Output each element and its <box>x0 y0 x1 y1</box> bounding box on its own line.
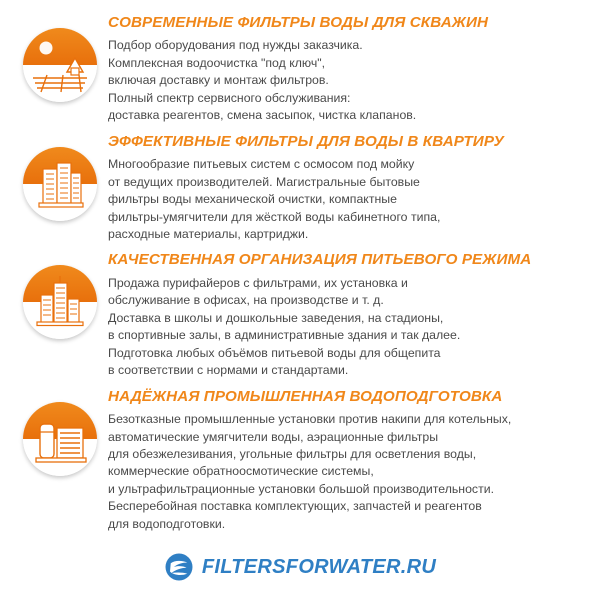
section-block <box>12 14 588 125</box>
section-text-container <box>108 133 588 244</box>
section-body <box>108 411 582 533</box>
section-heading: КАЧЕСТВЕННАЯ ОРГАНИЗАЦИЯ ПИТЬЕВОГО РЕЖИМА <box>108 251 532 269</box>
body-line: доставка реагентов, смена засыпок, чистка клапанов. <box>108 108 417 123</box>
section-icon-container <box>12 14 108 102</box>
office-towers-icon <box>23 265 97 339</box>
section-icon-container <box>12 251 108 339</box>
apartment-building-glyph <box>23 147 97 221</box>
body-line: коммерческие обратноосмотические системы, <box>108 464 374 479</box>
well-field-glyph <box>23 28 97 102</box>
body-line: Полный спектр сервисного обслуживания: <box>108 90 351 105</box>
body-line: автоматические умягчители воды, аэрационные фильтры <box>108 429 439 444</box>
body-line: Подготовка любых объёмов питьевой воды для общепита <box>108 345 441 360</box>
section-icon-container <box>12 388 108 476</box>
section-text-container <box>108 14 588 125</box>
body-line: Доставка в школы и дошкольные заведения, на стадионы, <box>108 310 444 325</box>
well-field-icon <box>23 28 97 102</box>
section-icon-container <box>12 133 108 221</box>
body-line: Подбор оборудования под нужды заказчика. <box>108 38 363 53</box>
body-line: Многообразие питьевых систем с осмосом под мойку <box>108 157 415 172</box>
body-line: и ультрафильтрационные установки большой производительности. <box>108 481 494 496</box>
section-text-container <box>108 388 588 534</box>
water-swirl-logo-icon <box>164 552 194 582</box>
body-line: фильтры воды механической очистки, компактные <box>108 192 397 207</box>
industrial-equipment-icon <box>23 402 97 476</box>
body-line: фильтры-умягчители для жёсткой воды кабинетного типа, <box>108 209 441 224</box>
body-line: от ведущих производителей. Магистральные бытовые <box>108 174 420 189</box>
body-line: в спортивные залы, в административные здания и так далее. <box>108 328 461 343</box>
body-line: для водоподготовки. <box>108 516 226 531</box>
footer-logo[interactable] <box>0 552 600 582</box>
body-line: Безотказные промышленные установки против накипи для котельных, <box>108 412 512 427</box>
body-line: Бесперебойная поставка комплектующих, запчастей и реагентов <box>108 499 482 514</box>
apartment-building-icon <box>23 147 97 221</box>
section-block <box>12 251 588 379</box>
body-line: включая доставку и монтаж фильтров. <box>108 73 329 88</box>
body-line: в соответствии с нормами и стандартами. <box>108 363 349 378</box>
body-line: обслуживание в офисах, на производстве и т. д. <box>108 293 384 308</box>
body-line: Продажа пурифайеров с фильтрами, их установка и <box>108 275 408 290</box>
section-block <box>12 133 588 244</box>
section-body <box>108 275 582 380</box>
body-line: Комплексная водоочистка "под ключ", <box>108 55 326 70</box>
logo-text: FILTERSFORWATER.RU <box>201 555 437 578</box>
section-body <box>108 156 582 243</box>
section-heading: ЭФФЕКТИВНЫЕ ФИЛЬТРЫ ДЛЯ ВОДЫ В КВАРТИРУ <box>108 132 504 150</box>
section-heading: СОВРЕМЕННЫЕ ФИЛЬТРЫ ВОДЫ ДЛЯ СКВАЖИН <box>108 14 489 31</box>
section-text-container <box>108 251 588 379</box>
body-line: расходные материалы, картриджи. <box>108 227 309 242</box>
office-towers-glyph <box>23 265 97 339</box>
section-block <box>12 388 588 534</box>
section-heading: НАДЁЖНАЯ ПРОМЫШЛЕННАЯ ВОДОПОДГОТОВКА <box>108 387 503 405</box>
section-body <box>108 37 582 124</box>
industrial-equipment-glyph <box>23 402 97 476</box>
body-line: для обезжелезивания, угольные фильтры для осветления воды, <box>108 447 477 462</box>
